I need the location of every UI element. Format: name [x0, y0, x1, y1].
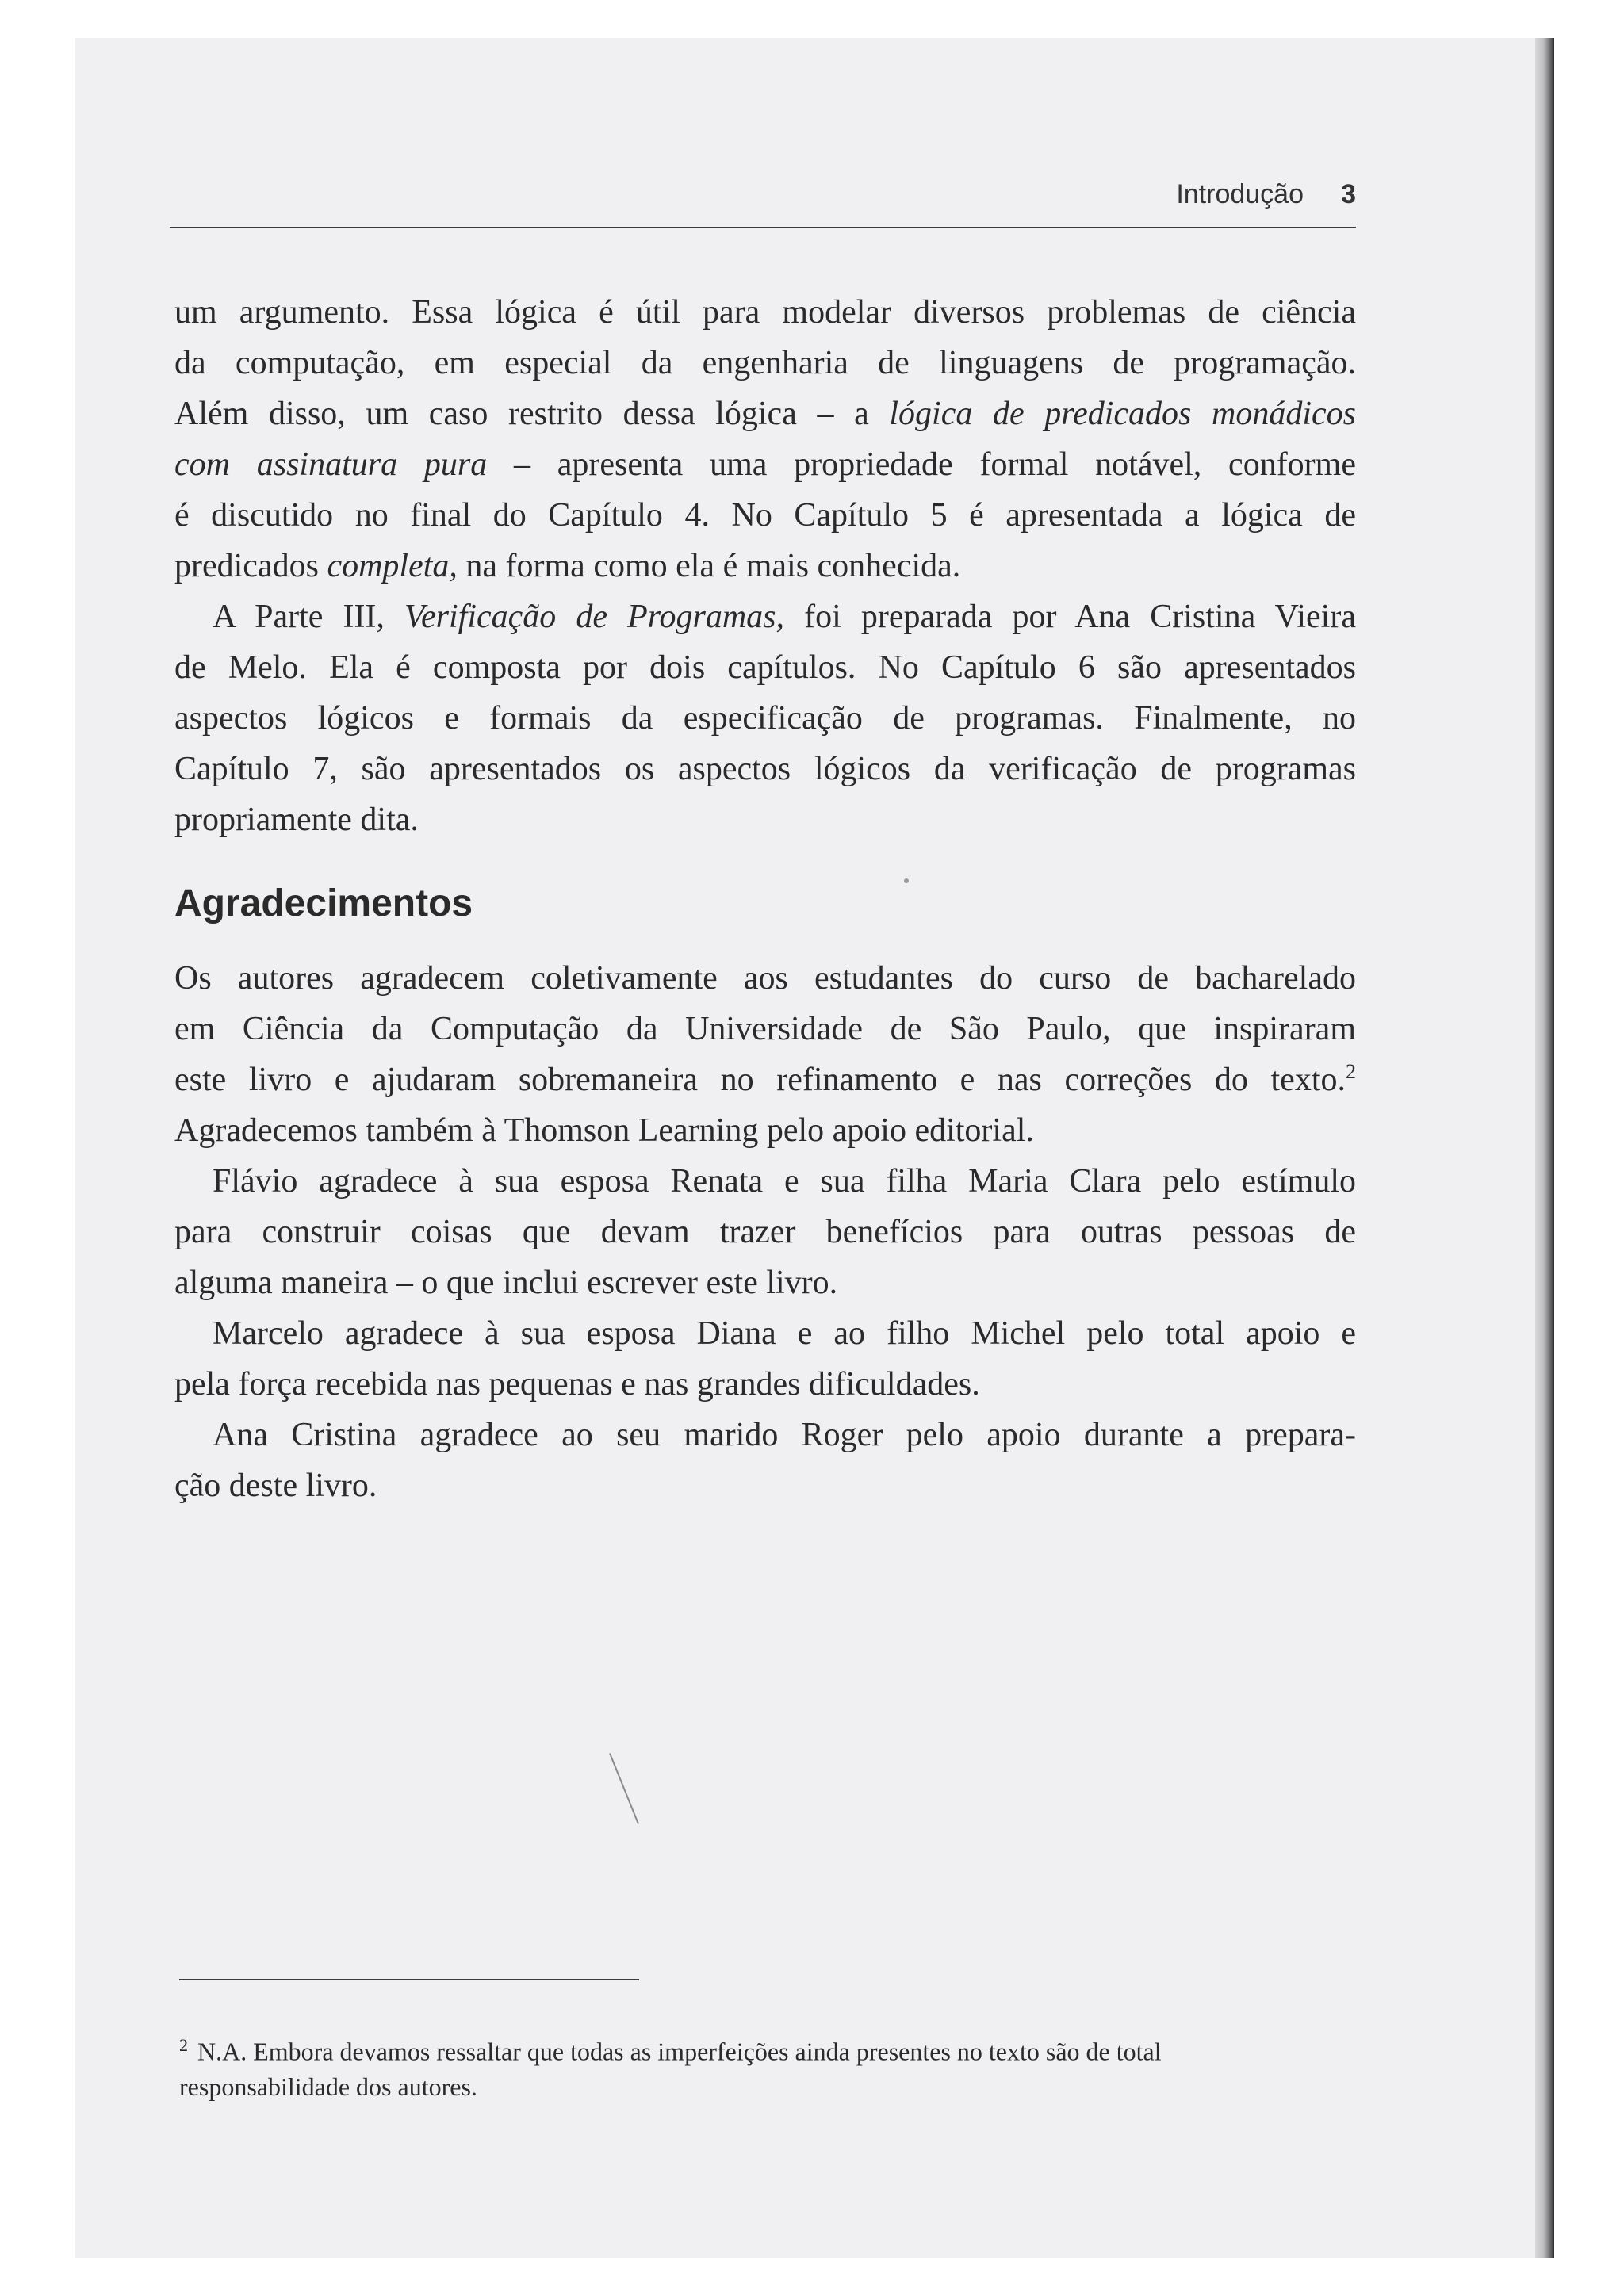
footnote-text: N.A. Embora devamos ressaltar que todas as imperfeições ainda presentes no texto são de total — [197, 2037, 1162, 2066]
body-line — [174, 439, 1356, 490]
text-run: A Parte III, — [213, 599, 404, 635]
text-run: predicados — [174, 548, 327, 584]
body-line — [174, 1054, 1356, 1105]
italic-term: lógica de predicados monádicos — [889, 396, 1356, 432]
page-edge-shadow — [1535, 38, 1554, 2258]
body-line: Agradecemos também à Thomson Learning pelo apoio editorial. — [174, 1112, 1034, 1149]
scan-speck — [904, 878, 909, 883]
body-line: aspectos lógicos e formais da especificação de programas. Finalmente, no — [174, 700, 1356, 737]
footnote-number: 2 — [179, 2035, 188, 2055]
body-line: de Melo. Ela é composta por dois capítulos. No Capítulo 6 são apresentados — [174, 649, 1356, 686]
body-line — [213, 591, 1356, 642]
body-line: um argumento. Essa lógica é útil para modelar diversos problemas de ciência — [174, 294, 1356, 331]
body-line: para construir coisas que devam trazer benefícios para outras pessoas de — [174, 1214, 1356, 1250]
body-line: Capítulo 7, são apresentados os aspectos lógicos da verificação de programas — [174, 751, 1356, 787]
italic-term: completa, — [327, 548, 458, 584]
text-run: na forma como ela é mais conhecida. — [457, 548, 961, 584]
text-run: este livro e ajudaram sobremaneira no refinamento e nas correções do texto. — [174, 1062, 1346, 1098]
body-line: em Ciência da Computação da Universidade de São Paulo, que inspiraram — [174, 1011, 1356, 1047]
body-line: ção deste livro. — [174, 1468, 377, 1504]
body-line: Os autores agradecem coletivamente aos estudantes do curso de bacharelado — [174, 960, 1356, 997]
footnote-line — [179, 2025, 1361, 2066]
footnote-rule — [179, 1979, 639, 1980]
text-run: – apresenta uma propriedade formal notável, conforme — [487, 446, 1356, 483]
body-line: é discutido no final do Capítulo 4. No Capítulo 5 é apresentada a lógica de — [174, 497, 1356, 534]
footnote-line: responsabilidade dos autores. — [179, 2072, 477, 2101]
page-number: 3 — [1341, 179, 1356, 209]
body-line: da computação, em especial da engenharia de linguagens de programação. — [174, 345, 1356, 381]
body-line: Flávio agradece à sua esposa Renata e sua filha Maria Clara pelo estímulo — [213, 1163, 1356, 1200]
text-run: Além disso, um caso restrito dessa lógica – a — [174, 396, 890, 432]
body-line: Ana Cristina agradece ao seu marido Roger pelo apoio durante a prepara- — [213, 1417, 1356, 1453]
body-line: Marcelo agradece à sua esposa Diana e ao filho Michel pelo total apoio e — [213, 1315, 1356, 1352]
section-heading: Agradecimentos — [174, 882, 473, 924]
running-header — [170, 174, 1356, 228]
header-title: Introdução — [1176, 179, 1304, 209]
footnote-ref: 2 — [1346, 1060, 1356, 1083]
text-run: foi preparada por Ana Cristina Vieira — [784, 599, 1356, 635]
body-line: alguma maneira – o que inclui escrever este livro. — [174, 1265, 838, 1301]
italic-term: Verificação de Programas, — [404, 599, 785, 635]
body-line — [174, 541, 1356, 591]
body-line — [174, 388, 1356, 439]
body-line: propriamente dita. — [174, 802, 419, 838]
italic-term: com assinatura pura — [174, 446, 488, 483]
body-line: pela força recebida nas pequenas e nas grandes dificuldades. — [174, 1366, 980, 1402]
